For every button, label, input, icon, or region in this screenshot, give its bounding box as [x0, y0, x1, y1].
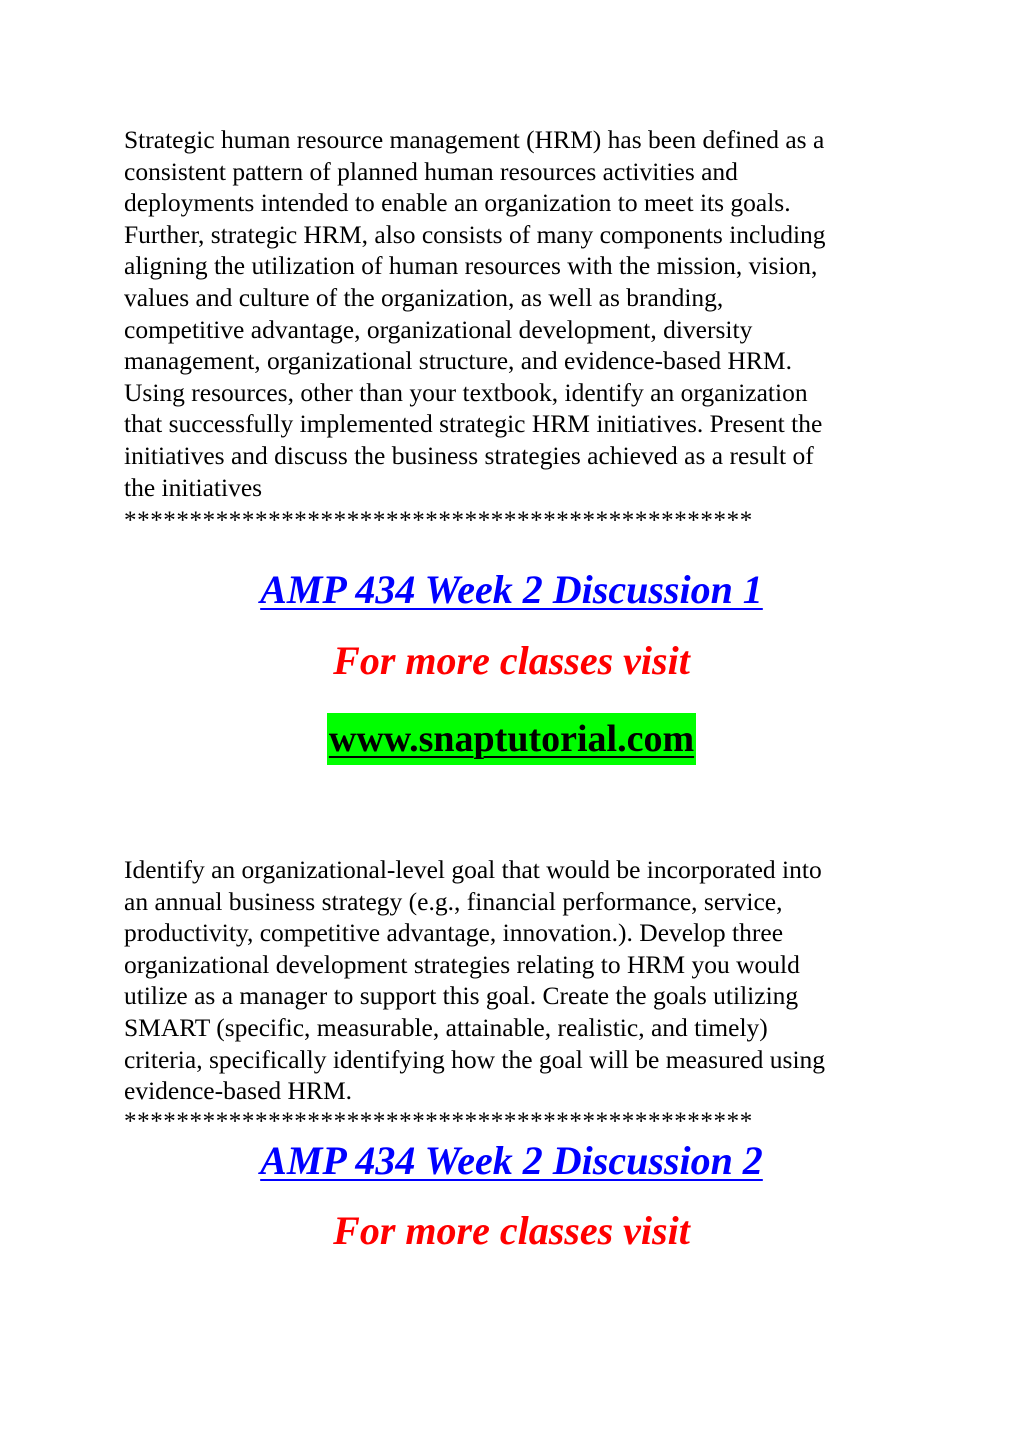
website-container	[0, 713, 1023, 765]
more-classes-text-2: For more classes visit	[333, 1208, 690, 1253]
website-link[interactable]: www.snaptutorial.com	[327, 713, 696, 765]
question-paragraph-1: Strategic human resource management (HRM) has been defined as a consistent pattern of planned human resources activities and deployments intended to enable an organization to meet its goals. Further, strategic HRM, also consists of many components including aligning the utilization of human resources with the mission, vision, values and culture of the organization, as well as branding, competitive advantage, organizational development, diversity management, organizational structure, and evidence-based HRM. Using resources, other than your textbook, identify an organization that successfully implemented strategic HRM initiatives. Present the initiatives and discuss the business strategies achieved as a result of the initiatives	[124, 125, 826, 502]
discussion-1-link[interactable]: AMP 434 Week 2 Discussion 1	[260, 567, 763, 612]
separator-line-1: ************************************************	[124, 507, 753, 534]
more-classes-text-1: For more classes visit	[333, 638, 690, 683]
discussion-2-link[interactable]: AMP 434 Week 2 Discussion 2	[260, 1138, 763, 1183]
separator-line-2: ************************************************	[124, 1108, 753, 1135]
question-paragraph-2: Identify an organizational-level goal that would be incorporated into an annual business strategy (e.g., financial performance, service, productivity, competitive advantage, innovation.). Develop three organizational development strategies relating to HRM you would utilize as a manager to support this goal. Create the goals utilizing SMART (specific, measurable, attainable, realistic, and timely) criteria, specifically identifying how the goal will be measured using evidence-based HRM.	[124, 855, 826, 1106]
